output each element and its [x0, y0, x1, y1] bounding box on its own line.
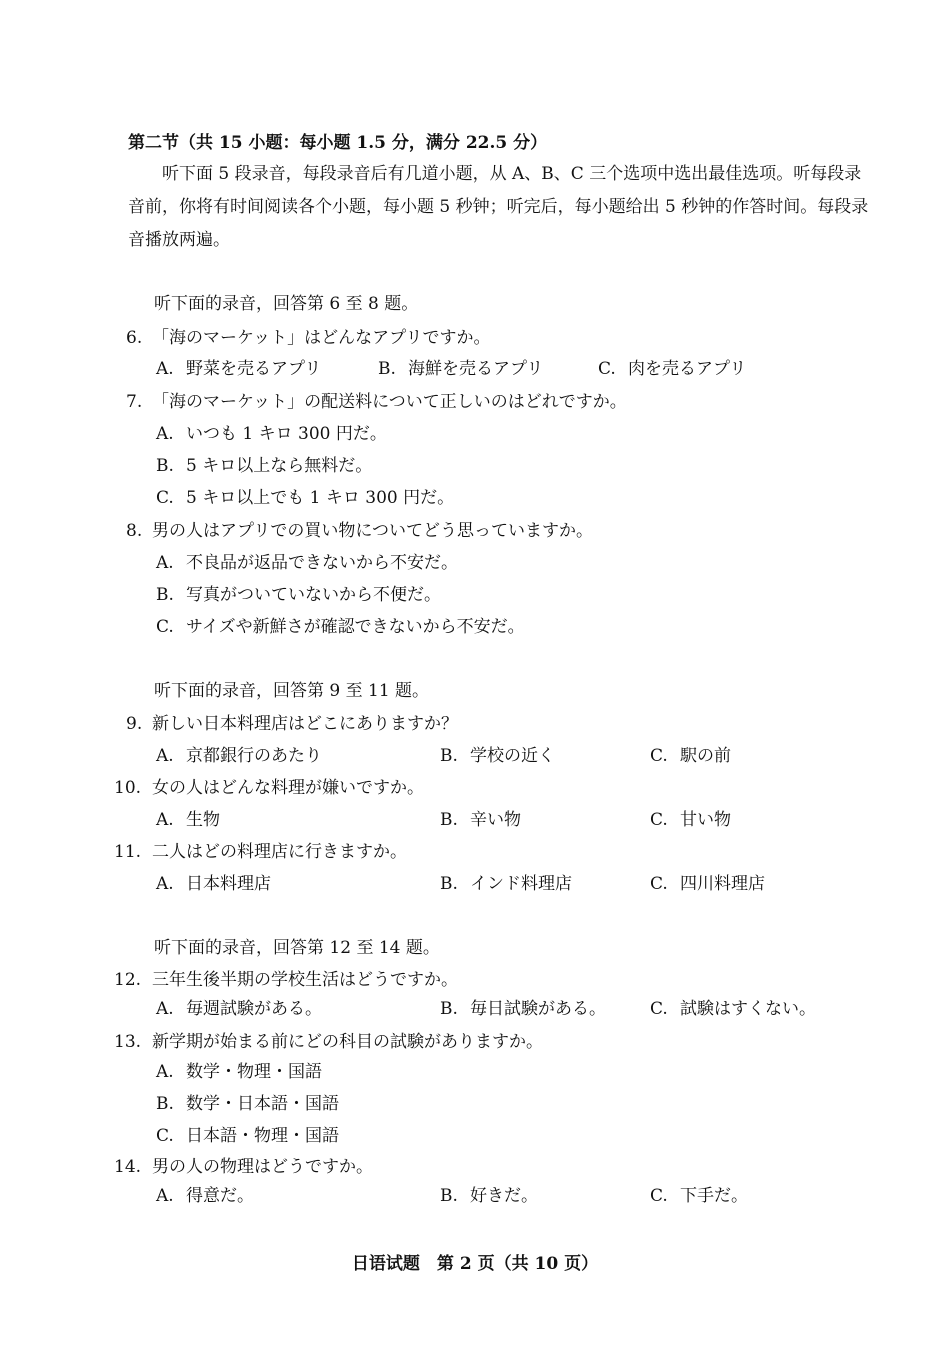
group-intro: 听下面的录音，回答第 9 至 11 题。	[154, 681, 430, 701]
option-label: A.	[156, 1062, 174, 1082]
option-text: 肉を売るアプリ	[628, 359, 747, 379]
option-text: 海鮮を売るアプリ	[408, 359, 544, 379]
option-text: 写真がついていないから不便だ。	[186, 585, 441, 605]
option-text: インド料理店	[470, 874, 572, 894]
option-text: 試験はすくない。	[680, 999, 816, 1019]
question-number: 13.	[114, 1032, 142, 1052]
question-text: 男の人の物理はどうですか。	[152, 1157, 373, 1177]
option-text: 毎週試験がある。	[186, 999, 322, 1019]
question-number: 7.	[126, 392, 143, 412]
option-label: A.	[156, 553, 174, 573]
option-label: C.	[650, 999, 668, 1019]
option-text: いつも 1 キロ 300 円だ。	[186, 424, 387, 444]
group-intro: 听下面的录音，回答第 12 至 14 题。	[154, 938, 440, 958]
option-label: A.	[156, 874, 174, 894]
option-text: 野菜を売るアプリ	[186, 359, 322, 379]
option-label: A.	[156, 999, 174, 1019]
option-label: B.	[156, 1094, 174, 1114]
option-text: 日本語・物理・国語	[186, 1126, 339, 1146]
option-label: C.	[156, 488, 174, 508]
option-label: C.	[650, 874, 668, 894]
question-number: 6.	[126, 328, 143, 348]
question-text: 女の人はどんな料理が嫌いですか。	[152, 778, 424, 798]
option-label: A.	[156, 424, 174, 444]
option-text: 辛い物	[470, 810, 521, 830]
option-text: 日本料理店	[186, 874, 271, 894]
question-number: 14.	[114, 1157, 142, 1177]
option-text: 甘い物	[680, 810, 731, 830]
option-text: 京都銀行のあたり	[186, 746, 322, 766]
question-number: 8.	[126, 521, 143, 541]
option-text: 下手だ。	[680, 1186, 748, 1206]
question-number: 9.	[126, 714, 143, 734]
option-label: C.	[156, 617, 174, 637]
question-text: 二人はどの料理店に行きますか。	[152, 842, 407, 862]
option-text: 毎日試験がある。	[470, 999, 606, 1019]
option-text: 好きだ。	[470, 1186, 538, 1206]
option-label: A.	[156, 810, 174, 830]
question-text: 「海のマーケット」の配送料について正しいのはどれですか。	[152, 392, 627, 412]
option-label: B.	[378, 359, 396, 379]
option-label: C.	[650, 1186, 668, 1206]
option-text: 不良品が返品できないから不安だ。	[186, 553, 458, 573]
option-label: C.	[650, 746, 668, 766]
option-label: B.	[440, 1186, 458, 1206]
option-text: 生物	[186, 810, 220, 830]
option-text: 数学・日本語・国語	[186, 1094, 339, 1114]
section-instructions: 听下面 5 段录音，每段录音后有几道小题，从 A、B、C 三个选项中选出最佳选项。听每段录音前，你将有时间阅读各个小题，每小题 5 秒钟；听完后，每小题给出 5 秒钟的作答时间。每段录音播放两遍。	[128, 164, 869, 250]
option-text: 5 キロ以上なら無料だ。	[186, 456, 373, 476]
option-label: B.	[156, 585, 174, 605]
option-label: B.	[156, 456, 174, 476]
question-text: 「海のマーケット」はどんなアプリですか。	[152, 328, 491, 348]
option-label: B.	[440, 874, 458, 894]
option-label: A.	[156, 359, 174, 379]
option-label: A.	[156, 1186, 174, 1206]
question-text: 新しい日本料理店はどこにありますか？	[152, 714, 458, 734]
option-text: サイズや新鮮さが確認できないから不安だ。	[186, 617, 525, 637]
option-text: 数学・物理・国語	[186, 1062, 322, 1082]
group-intro: 听下面的录音，回答第 6 至 8 题。	[154, 294, 419, 314]
page-footer: 日语试题 第 2 页（共 10 页）	[351, 1254, 599, 1274]
option-label: C.	[156, 1126, 174, 1146]
option-label: B.	[440, 746, 458, 766]
option-text: 学校の近く	[470, 746, 555, 766]
section-heading: 第二节（共 15 小题：每小题 1.5 分，满分 22.5 分）	[128, 133, 548, 153]
question-number: 11.	[114, 842, 142, 862]
question-text: 新学期が始まる前にどの科目の試験がありますか。	[152, 1032, 543, 1052]
question-text: 男の人はアプリでの買い物についてどう思っていますか。	[152, 521, 593, 541]
option-label: A.	[156, 746, 174, 766]
option-text: 5 キロ以上でも 1 キロ 300 円だ。	[186, 488, 455, 508]
option-label: B.	[440, 810, 458, 830]
option-text: 四川料理店	[680, 874, 765, 894]
question-number: 10.	[114, 778, 142, 798]
option-text: 駅の前	[680, 746, 731, 766]
question-number: 12.	[114, 970, 142, 990]
question-text: 三年生後半期の学校生活はどうですか。	[152, 970, 458, 990]
option-label: C.	[650, 810, 668, 830]
option-label: C.	[598, 359, 616, 379]
option-text: 得意だ。	[186, 1186, 254, 1206]
option-label: B.	[440, 999, 458, 1019]
